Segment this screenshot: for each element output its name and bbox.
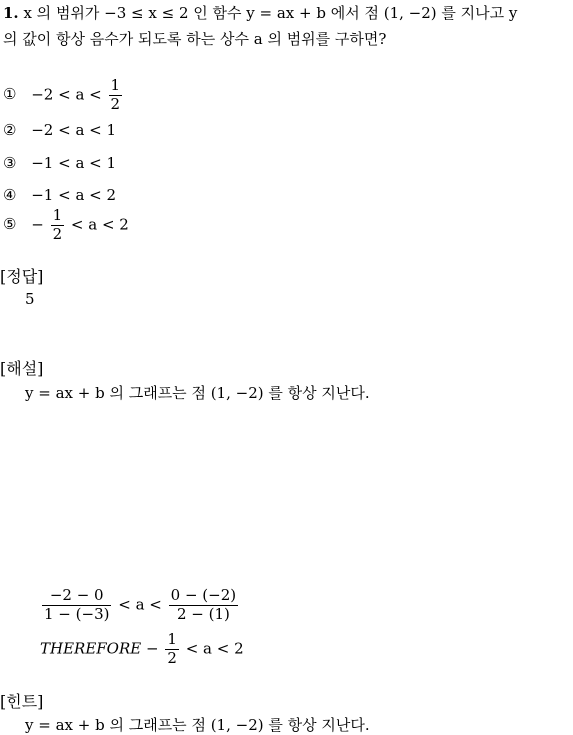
- fraction: [51, 208, 65, 243]
- option-3[interactable]: [3, 154, 116, 172]
- question-text-2: 의 값이 항상 음수가 되도록 하는 상수 a 의 범위를 구하면?: [3, 30, 387, 48]
- fraction: [42, 588, 111, 623]
- question-number: 1.: [3, 4, 19, 22]
- fraction-numerator: 0 − (−2): [170, 586, 237, 604]
- fraction-denominator: 2: [110, 94, 121, 113]
- fraction-numerator: 1: [110, 76, 121, 94]
- option-marker: ③: [3, 154, 17, 172]
- fraction-denominator: 1 − (−3): [44, 604, 110, 623]
- answer-heading: [정답]: [0, 267, 44, 286]
- option-text-post: < a < 2: [70, 215, 129, 234]
- fraction-denominator: 2: [167, 648, 177, 667]
- fraction: [165, 632, 179, 667]
- option-text-pre: −2 < a <: [31, 85, 102, 104]
- option-marker: ④: [3, 186, 17, 204]
- question-line-2: [3, 28, 386, 49]
- option-text: −2 < a < 1: [31, 121, 117, 139]
- therefore-pre: −: [146, 639, 159, 658]
- option-4[interactable]: [3, 186, 116, 204]
- option-1[interactable]: [3, 78, 124, 113]
- option-5[interactable]: [3, 208, 129, 243]
- explanation-heading: [해설]: [0, 359, 44, 378]
- hint-line-1: y = ax + b 의 그래프는 점 (1, −2) 를 항상 지난다.: [25, 716, 370, 734]
- option-marker: ①: [3, 85, 17, 104]
- option-marker: ⑤: [3, 215, 17, 234]
- hint-heading: [힌트]: [0, 692, 44, 711]
- fraction-denominator: 2 − (1): [176, 604, 230, 623]
- fraction-denominator: 2: [52, 224, 63, 243]
- option-text: −1 < a < 2: [31, 186, 117, 204]
- option-marker: ②: [3, 121, 17, 139]
- question-line-1: [3, 2, 517, 23]
- fraction-numerator: 1: [167, 630, 177, 648]
- therefore-word: THEREFORE: [40, 639, 142, 658]
- option-text-pre: −: [31, 215, 44, 234]
- explanation-inequality: [40, 588, 240, 623]
- option-text: −1 < a < 1: [31, 154, 117, 172]
- fraction-numerator: 1: [52, 206, 63, 224]
- fraction: [169, 588, 238, 623]
- fraction-numerator: −2 − 0: [42, 588, 111, 606]
- answer-value: 5: [25, 290, 35, 308]
- fraction: [109, 78, 123, 113]
- option-2[interactable]: [3, 121, 116, 139]
- question-text-1: x 의 범위가 −3 ≤ x ≤ 2 인 함수 y = ax + b 에서 점 (1, −2) 를 지나고 y: [23, 4, 518, 22]
- therefore-post: < a < 2: [185, 639, 244, 658]
- inequality-middle: < a <: [118, 595, 162, 614]
- explanation-therefore: [40, 632, 244, 667]
- explanation-line-1: y = ax + b 의 그래프는 점 (1, −2) 를 항상 지난다.: [25, 384, 370, 402]
